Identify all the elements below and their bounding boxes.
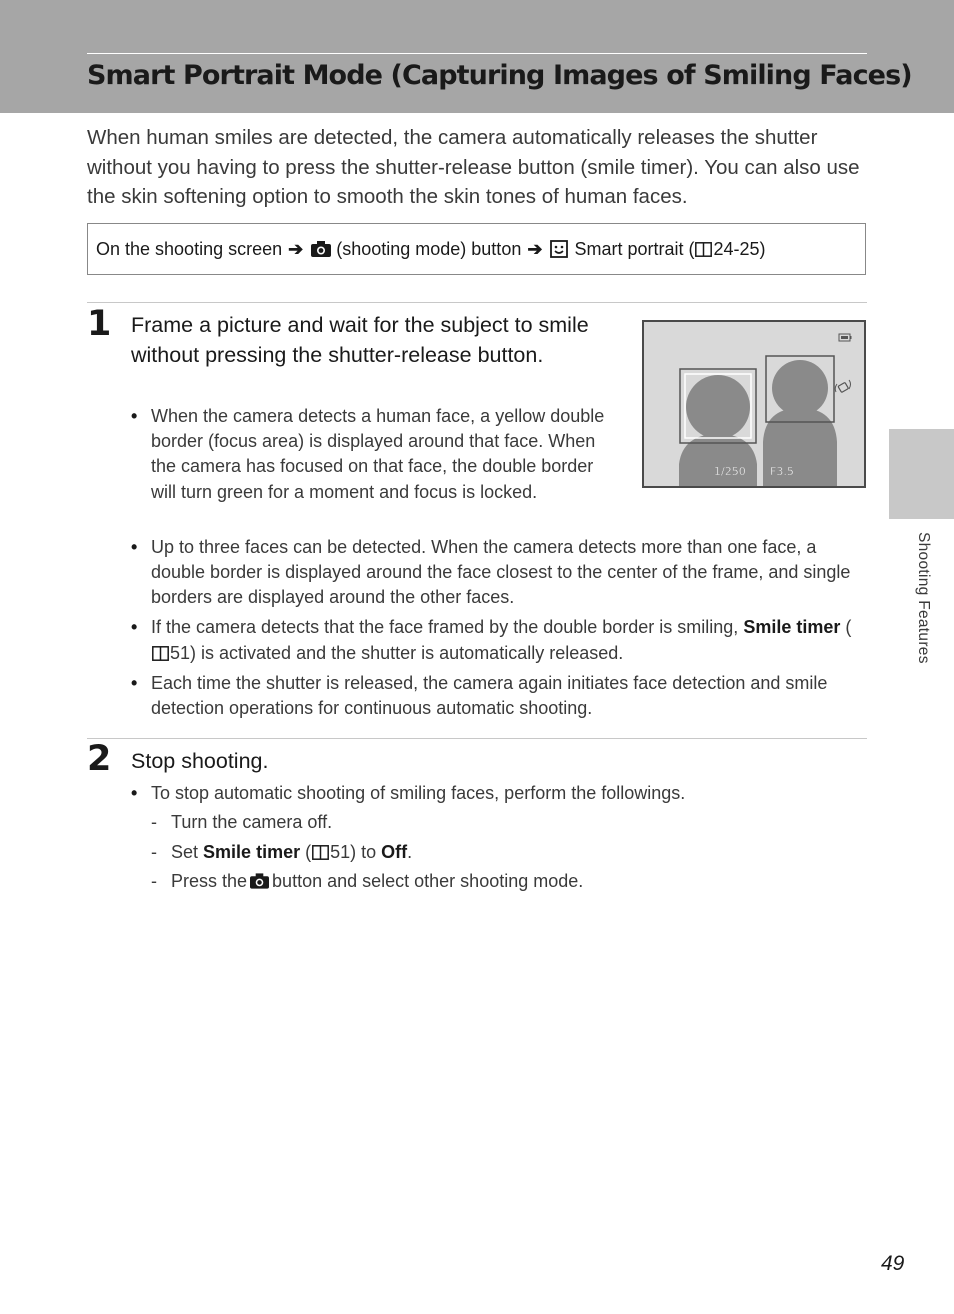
list-item [131,671,867,721]
dash-marker: - [151,812,157,832]
step1-bullet2-text: Up to three faces can be detected. When the camera detects more than one face, a double border is displayed around the face closest to the center of the frame, and single borders are displayed around the other faces. [151,537,851,608]
list-item [151,869,583,894]
step2-sub2-pre: Set [171,841,199,862]
step2-sub3-pre: Press the [171,871,248,891]
side-thumb-tab [889,429,954,519]
arrow-right-icon: ➔ [527,238,543,259]
list-item [131,535,867,611]
step2-sub3-post: button and select other shooting mode. [272,871,584,891]
ref-open: ( [688,238,695,259]
step2-bullet1-text: To stop automatic shooting of smiling faces, perform the followings. [151,783,686,803]
book-reference-icon [152,646,169,661]
menu-path-box [87,223,866,275]
step2-sub2-end: . [407,841,413,862]
dash-marker: - [151,871,157,891]
page-number: 49 [881,1252,905,1275]
menu-path-start: On the shooting screen [96,238,283,259]
header-band [0,0,954,113]
step1-number: 1 [87,304,112,344]
list-item [131,404,611,505]
step1-bullet4-text: Each time the shutter is released, the camera again initiates face detection and smile detection operations for continuous automatic shooting. [151,672,828,718]
step1-rule [87,302,867,303]
bullet-marker: • [131,783,138,803]
off-term: Off [381,841,408,862]
list-item [131,781,867,806]
step2-sub2-mid: ) to [350,841,377,862]
step2-subitems [151,810,583,899]
book-reference-icon [312,845,329,860]
step2-bullets [131,781,867,811]
step2-number: 2 [87,739,112,779]
ref-close: ) [759,238,766,259]
list-item [151,840,583,865]
side-section-label: Shooting Features [915,532,932,664]
step1-title: Frame a picture and wait for the subject to smile without pressing the shutter-release button. [131,313,589,367]
step1-bullet1-text: When the camera detects a human face, a yellow double border (focus area) is displayed around that face. When the camera has focused on that face, the double border will turn green for a moment and focus is locked. [151,406,605,502]
step1-bullet3-post: ) is activated and the shutter is automatically released. [190,642,624,663]
list-item [131,615,867,665]
smile-timer-term: Smile timer [743,617,841,638]
page-title: Smart Portrait Mode (Capturing Images of Smiling Faces) [87,60,912,91]
shutter-speed-readout: 1/250 [714,465,746,478]
camera-icon [250,873,269,889]
step1-bullet3-pre: If the camera detects that the face framed by the double border is smiling, [151,617,739,638]
arrow-right-icon: ➔ [288,238,304,259]
monitor-illustration [642,320,866,488]
monitor-drawing [644,322,864,486]
menu-path-ref-pages: 24-25 [713,238,760,259]
step2-sub1-text: Turn the camera off. [171,812,333,832]
book-reference-icon [695,242,712,257]
bullet-marker: • [131,617,138,638]
step1-bullets-a [131,404,611,510]
bullet-marker: • [131,406,138,426]
bullet-marker: • [131,537,138,557]
bullet-marker: • [131,672,138,693]
header-rule [87,53,867,54]
camera-icon [311,241,331,257]
intro-paragraph: When human smiles are detected, the camera automatically releases the shutter without you having to press the shutter-release button (smile timer). You can also use the skin softening option to smooth the skin tones of human faces. [87,126,860,208]
list-item [151,810,583,835]
step2-sub2-ref: 51 [330,841,351,862]
ref-open: ( [845,617,852,638]
menu-path-mode: Smart portrait [574,238,684,259]
step1-bullet3-ref: 51 [170,642,191,663]
step2-rule [87,738,867,739]
ref-open: ( [305,841,312,862]
aperture-readout: F3.5 [770,465,794,478]
menu-path-mode-button: (shooting mode) button [336,238,522,259]
step1-bullets-b [131,535,867,726]
smart-portrait-icon [550,240,568,258]
dash-marker: - [151,841,157,862]
step2-title: Stop shooting. [131,749,269,773]
smile-timer-term: Smile timer [203,841,301,862]
